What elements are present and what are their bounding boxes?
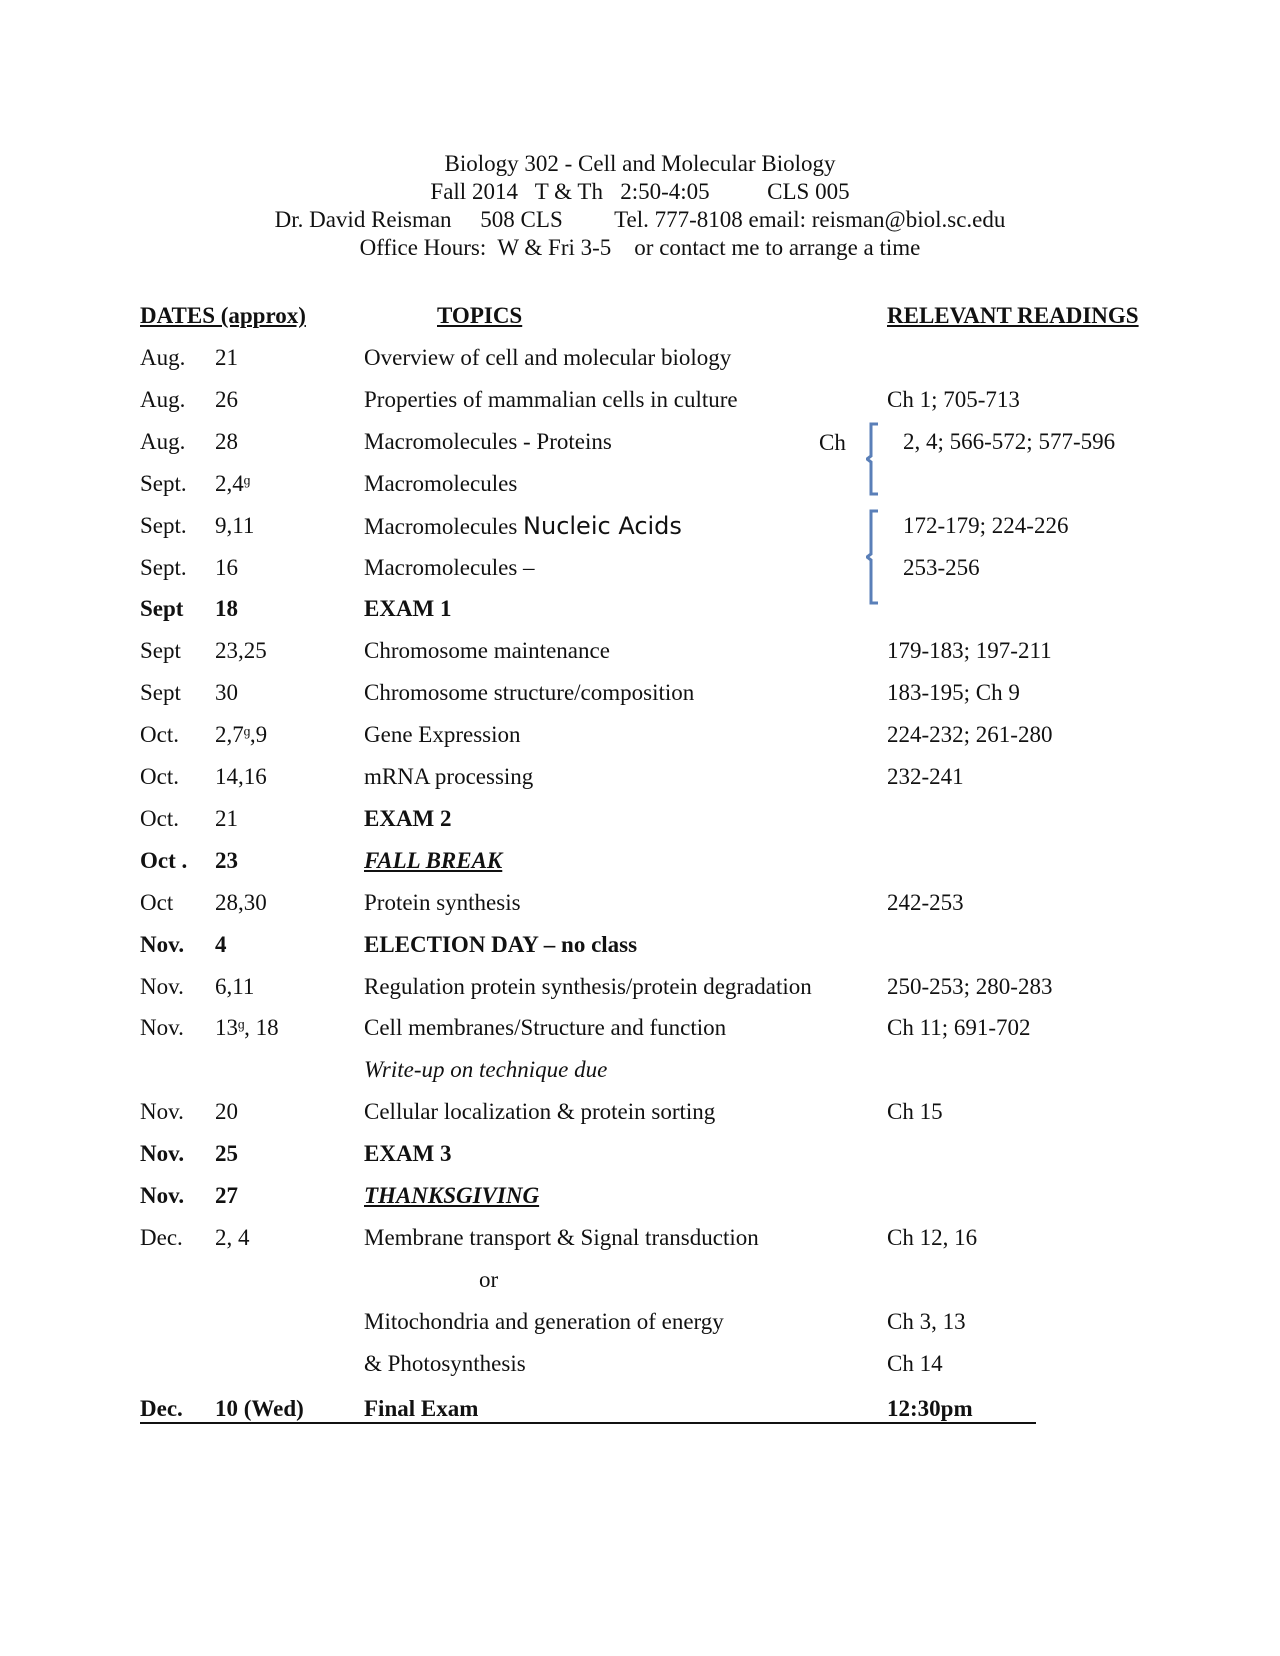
topic-text: EXAM 2 [364, 806, 452, 831]
date-day: 2, 4 [215, 1225, 250, 1250]
topic-text: Protein synthesis [364, 890, 521, 915]
topic-text: Macromolecules [364, 471, 518, 496]
topic-cell [364, 467, 517, 501]
topics-column-header: TOPICS [437, 303, 523, 328]
date-month: Sept. [140, 555, 187, 580]
topic-cell [364, 760, 533, 794]
reading-cell: 253-256 [903, 555, 980, 580]
topic-cell [364, 676, 694, 710]
date-day: 28 [215, 429, 238, 454]
date-month: Dec. [140, 1396, 183, 1421]
topic-cell [364, 425, 612, 459]
topic-text: Gene Expression [364, 722, 521, 747]
course-schedule: Fall 2014 T & Th 2:50-4:05 CLS 005 [430, 179, 850, 204]
date-day: 9,11 [215, 513, 255, 538]
topic-cell [364, 1053, 607, 1087]
topic-text: THANKSGIVING [364, 1183, 540, 1208]
date-month: Dec. [140, 1225, 183, 1250]
date-day: 23 [215, 848, 238, 873]
topic-cell [364, 592, 452, 626]
topic-cell [364, 341, 731, 375]
date-month: Sept [140, 638, 181, 663]
reading-cell: 2, 4; 566-572; 577-596 [903, 429, 1116, 454]
topic-text: & Photosynthesis [364, 1351, 526, 1376]
table-row [0, 970, 1280, 1004]
topic-text: FALL BREAK [364, 848, 503, 873]
table-row [0, 676, 1280, 710]
topic-cell: Final Exam [364, 1396, 479, 1421]
topic-text: Mitochondria and generation of energy [364, 1309, 724, 1334]
office-hours: Office Hours: W & Fri 3-5 or contact me to arrange a time [359, 235, 921, 260]
date-month: Sept. [140, 513, 187, 538]
date-day: 13ᶢ, 18 [215, 1015, 279, 1040]
date-month: Nov. [140, 1015, 184, 1040]
reading-cell: Ch 11; 691-702 [887, 1015, 1031, 1040]
date-month: Oct. [140, 764, 179, 789]
table-row [0, 760, 1280, 794]
topic-text: Properties of mammalian cells in culture [364, 387, 738, 412]
bracket-icon [866, 509, 880, 605]
table-row [0, 551, 1280, 585]
reading-cell: 12:30pm [887, 1396, 973, 1421]
topic-cell [364, 1179, 539, 1213]
topic-text: ELECTION DAY – no class [364, 932, 638, 957]
topic-cell [364, 928, 637, 962]
date-month: Nov. [140, 932, 185, 957]
date-day: 21 [215, 345, 238, 370]
date-day: 27 [215, 1183, 238, 1208]
topic-text: EXAM 1 [364, 596, 452, 621]
date-day: 4 [215, 932, 227, 957]
date-day: 16 [215, 555, 238, 580]
reading-cell: Ch 1; 705-713 [887, 387, 1020, 412]
topic-cell [364, 718, 521, 752]
date-day: 28,30 [215, 890, 267, 915]
topic-text: Macromolecules - Proteins [364, 429, 612, 454]
topic-text: Regulation protein synthesis/protein degradation [364, 974, 812, 999]
date-day: 26 [215, 387, 238, 412]
topic-cell [364, 1347, 526, 1381]
final-underline [140, 1422, 1036, 1424]
reading-cell: 183-195; Ch 9 [887, 680, 1020, 705]
reading-cell: 179-183; 197-211 [887, 638, 1052, 663]
topic-cell [364, 1137, 452, 1171]
date-month: Aug. [140, 387, 186, 412]
date-day: 30 [215, 680, 238, 705]
topic-extra-text: Nucleic Acids [523, 512, 682, 540]
table-row [0, 1179, 1280, 1213]
brace-label: Ch [819, 430, 846, 455]
table-row [0, 844, 1280, 878]
topic-cell [364, 886, 521, 920]
topic-cell [364, 1305, 724, 1339]
topic-text: Cell membranes/Structure and function [364, 1015, 727, 1040]
date-day: 2,4ᶢ [215, 471, 250, 496]
date-day: 21 [215, 806, 238, 831]
topic-cell [364, 509, 682, 544]
readings-column-header: RELEVANT READINGS [887, 303, 1139, 328]
topic-cell [364, 634, 610, 668]
table-row [0, 1305, 1280, 1339]
date-month: Oct . [140, 848, 188, 873]
reading-cell: Ch 15 [887, 1099, 943, 1124]
table-row [0, 383, 1280, 417]
date-month: Sept [140, 596, 184, 621]
table-row [0, 592, 1280, 626]
table-row [0, 425, 1280, 459]
table-row [0, 1221, 1280, 1255]
table-row [0, 718, 1280, 752]
date-month: Nov. [140, 1099, 184, 1124]
date-day: 10 (Wed) [215, 1396, 304, 1421]
table-row [0, 802, 1280, 836]
topic-text: mRNA processing [364, 764, 534, 789]
topic-text: Chromosome structure/composition [364, 680, 695, 705]
table-row [0, 886, 1280, 920]
topic-text: Macromolecules [364, 514, 524, 539]
table-row [0, 1347, 1280, 1381]
date-month: Oct [140, 890, 174, 915]
table-row [0, 467, 1280, 501]
reading-cell: 242-253 [887, 890, 964, 915]
date-month: Sept [140, 680, 181, 705]
table-row [0, 1137, 1280, 1171]
reading-cell: 172-179; 224-226 [903, 513, 1069, 538]
date-month: Aug. [140, 429, 186, 454]
date-day: 6,11 [215, 974, 255, 999]
date-month: Nov. [140, 1141, 185, 1166]
date-month: Oct. [140, 722, 179, 747]
table-row [0, 634, 1280, 668]
topic-cell [364, 1095, 715, 1129]
reading-cell: Ch 3, 13 [887, 1309, 966, 1334]
topic-cell [364, 1011, 726, 1045]
topic-text: Write-up on technique due [364, 1057, 608, 1082]
course-title: Biology 302 - Cell and Molecular Biology [444, 151, 836, 176]
topic-cell [364, 970, 812, 1004]
table-row [0, 1095, 1280, 1129]
date-day: 20 [215, 1099, 238, 1124]
topic-cell [364, 1263, 498, 1297]
topic-text: EXAM 3 [364, 1141, 452, 1166]
table-row [0, 1011, 1280, 1045]
topic-text: Overview of cell and molecular biology [364, 345, 732, 370]
topic-cell [364, 1221, 759, 1255]
bracket-icon [866, 422, 880, 496]
date-month: Oct. [140, 806, 179, 831]
table-row [0, 1053, 1280, 1087]
reading-cell: 224-232; 261-280 [887, 722, 1053, 747]
date-day: 18 [215, 596, 238, 621]
date-day: 25 [215, 1141, 238, 1166]
date-month: Aug. [140, 345, 186, 370]
date-day: 2,7ᶢ,9 [215, 722, 268, 747]
table-row [0, 341, 1280, 375]
reading-cell: 232-241 [887, 764, 964, 789]
topic-cell [364, 383, 738, 417]
instructor-contact: Dr. David Reisman 508 CLS Tel. 777-8108 email: reisman@biol.sc.edu [274, 207, 1006, 232]
topic-cell [364, 551, 535, 585]
reading-cell: Ch 12, 16 [887, 1225, 978, 1250]
reading-cell: 250-253; 280-283 [887, 974, 1053, 999]
table-row [0, 509, 1280, 543]
reading-cell: Ch 14 [887, 1351, 943, 1376]
date-day: 14,16 [215, 764, 267, 789]
date-month: Sept. [140, 471, 187, 496]
date-month: Nov. [140, 974, 184, 999]
table-row [0, 1263, 1280, 1297]
topic-text: or [364, 1267, 499, 1292]
topic-text: Macromolecules – [364, 555, 535, 580]
table-row [0, 928, 1280, 962]
final-exam-row [0, 1392, 1280, 1426]
date-day: 23,25 [215, 638, 267, 663]
dates-column-header: DATES (approx) [140, 303, 306, 328]
topic-text: Chromosome maintenance [364, 638, 610, 663]
topic-cell [364, 802, 452, 836]
topic-cell [364, 844, 502, 878]
topic-text: Membrane transport & Signal transduction [364, 1225, 759, 1250]
date-month: Nov. [140, 1183, 185, 1208]
topic-text: Cellular localization & protein sorting [364, 1099, 716, 1124]
